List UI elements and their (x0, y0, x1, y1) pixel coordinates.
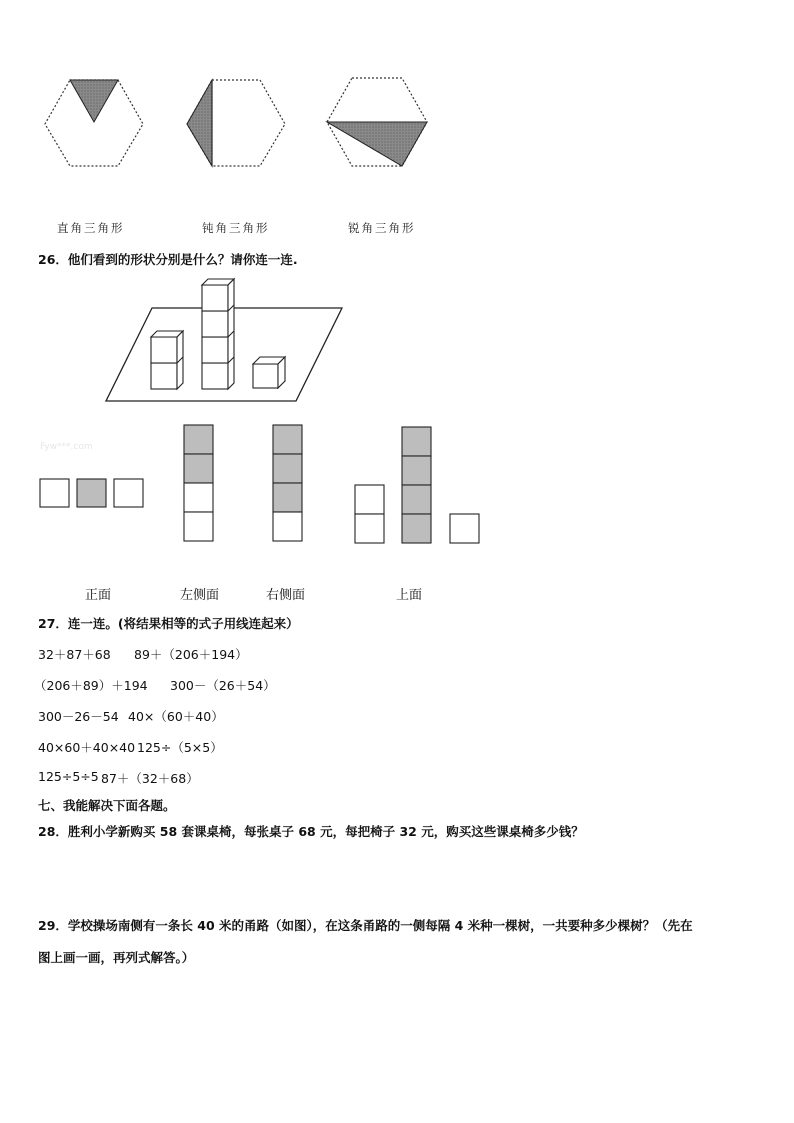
cube-single (253, 357, 285, 388)
view-option-4 (355, 427, 479, 543)
label-acute-triangle: 锐角三角形 (348, 221, 416, 235)
view-label-left: 左侧面 (180, 588, 220, 603)
view-option-2 (184, 425, 213, 541)
view-label-right: 右侧面 (266, 588, 306, 603)
expr-left-5: 125÷5÷5 (38, 769, 99, 784)
watermark: Fyw***.com (40, 442, 93, 452)
view-label-top: 上面 (396, 588, 423, 603)
expr-left-1: 32＋87＋68 (38, 647, 111, 662)
cube-stack-2 (151, 331, 183, 389)
label-obtuse-triangle: 钝角三角形 (202, 221, 270, 235)
view-option-1 (40, 479, 143, 507)
expr-left-3: 300－26－54 (38, 709, 119, 724)
expr-right-1: 89＋（206＋194） (134, 647, 248, 662)
expr-left-2: （206＋89）＋194 (34, 678, 148, 693)
view-option-3 (273, 425, 302, 541)
expr-right-3: 40×（60＋40） (128, 709, 224, 724)
view-label-front: 正面 (85, 588, 112, 603)
section-7-title: 七、我能解决下面各题。 (38, 798, 176, 813)
question-27: 27．连一连。(将结果相等的式子用线连起来） (38, 616, 299, 631)
cube-stack-4 (202, 279, 234, 389)
expr-right-4: 125÷（5×5） (137, 740, 223, 755)
expr-right-2: 300－（26＋54） (170, 678, 276, 693)
label-right-triangle: 直角三角形 (57, 221, 125, 235)
question-26: 26．他们看到的形状分别是什么？请你连一连. (38, 252, 298, 267)
question-29-line-1: 29．学校操场南侧有一条长 40 米的甬路（如图），在这条甬路的一侧每隔 4 米种一棵树，一共要种多少棵树？（先在 (38, 918, 693, 933)
expr-right-5: 87＋（32＋68） (101, 771, 199, 786)
expr-left-4: 40×60＋40×40 (38, 740, 136, 755)
question-28: 28．胜利小学新购买 58 套课桌椅，每张桌子 68 元，每把椅子 32 元，购买这些课桌椅多少钱？ (38, 824, 584, 839)
question-29-line-2: 图上画一画，再列式解答。） (38, 950, 195, 965)
